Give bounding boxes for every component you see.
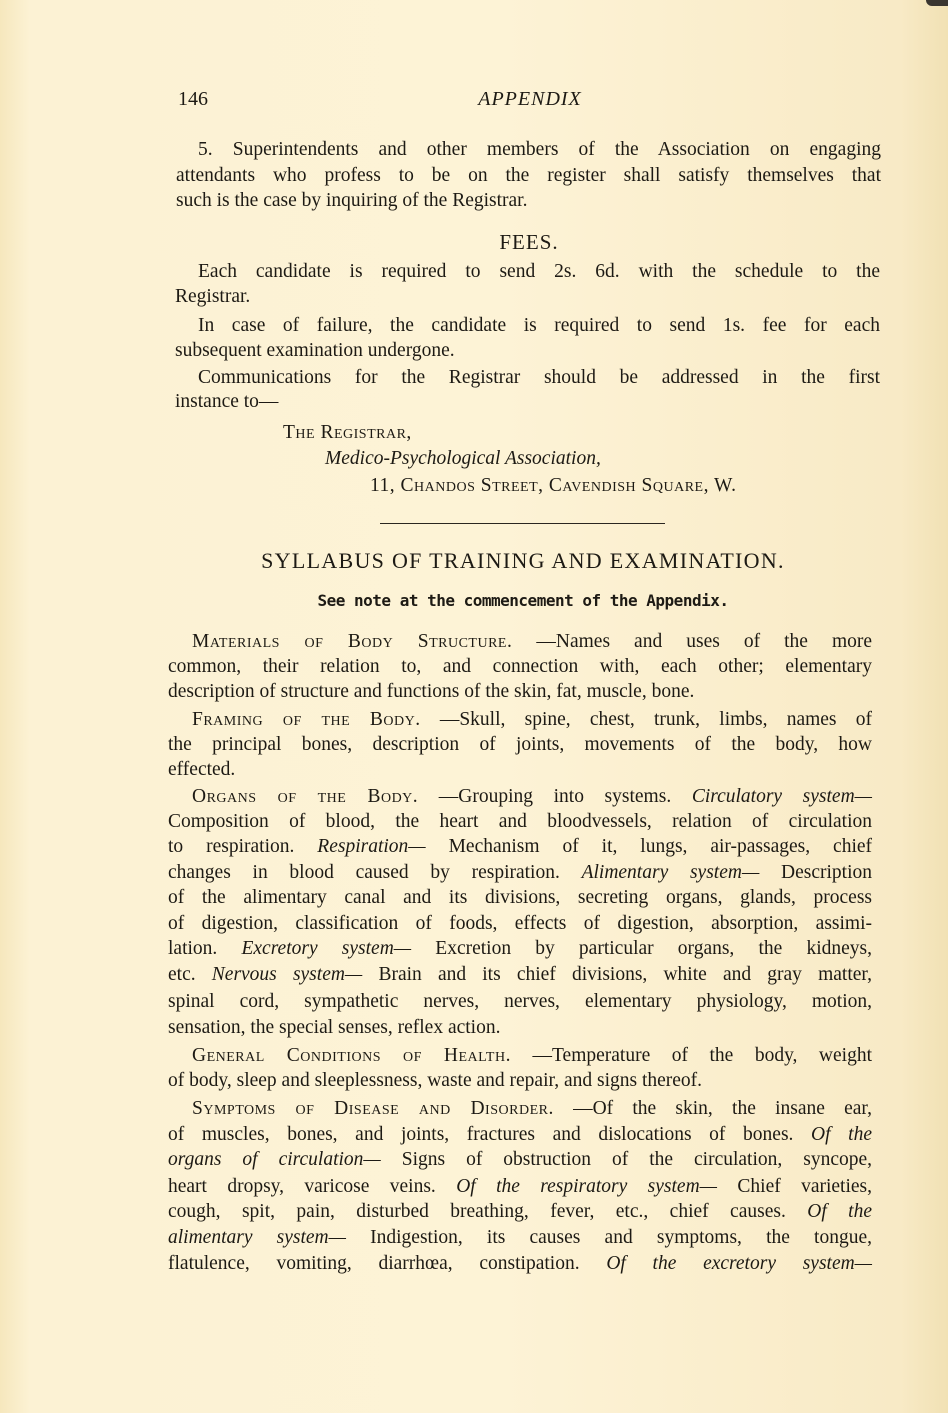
syllabus-line xyxy=(168,835,872,859)
line-text: of muscles, bones, and joints, fractures and dislocations of bones. xyxy=(168,1124,794,1145)
subtopic-italic: Respiration— xyxy=(317,836,426,857)
syllabus-note: See note at the commencement of the Appendix. xyxy=(317,591,729,610)
clause5-line: attendants who profess to be on the register shall satisfy themselves that xyxy=(176,165,881,186)
syllabus-line xyxy=(192,630,872,654)
line-text: lation. xyxy=(168,938,218,959)
line-text: description of structure and functions of the skin, fat, muscle, bone. xyxy=(168,681,695,702)
line-text: Signs of obstruction of the circulation, syncope, xyxy=(401,1149,873,1170)
syllabus-line xyxy=(168,861,872,885)
line-text: sensation, the special senses, reflex action. xyxy=(168,1017,501,1038)
line-text: Mechanism of it, lungs, air-passages, chief xyxy=(448,836,873,857)
syllabus-line xyxy=(168,1123,872,1147)
syllabus-heading: SYLLABUS OF TRAINING AND EXAMINATION. xyxy=(261,548,785,573)
syllabus-line xyxy=(168,733,872,757)
fees-line: Communications for the Registrar should be addressed in the first xyxy=(198,367,880,388)
subtopic-italic: Of the xyxy=(811,1124,872,1145)
line-text: spinal cord, sympathetic nerves, nerves, elementary physiology, motion, xyxy=(168,991,872,1012)
line-text: Brain and its chief divisions, white and gray matter, xyxy=(378,964,873,985)
fees-line: subsequent examination undergone. xyxy=(175,340,455,361)
syllabus-line xyxy=(168,810,872,834)
syllabus-line xyxy=(168,1148,872,1172)
line-text: to respiration. xyxy=(168,836,295,857)
subtopic-italic: alimentary system— xyxy=(168,1227,346,1248)
line-text: effected. xyxy=(168,759,236,780)
syllabus-line xyxy=(168,1016,872,1040)
line-text: etc. xyxy=(168,964,196,985)
subtopic-italic: organs of circulation— xyxy=(168,1149,381,1170)
fees-line: instance to— xyxy=(175,391,279,412)
address-recipient: The Registrar, xyxy=(283,422,412,443)
line-text: —Skull, spine, chest, trunk, limbs, names of xyxy=(439,709,872,730)
syllabus-line xyxy=(168,886,872,910)
line-text: —Grouping into systems. xyxy=(438,786,672,807)
line-text: Description xyxy=(781,862,872,883)
syllabus-line xyxy=(168,963,872,987)
line-text: the principal bones, description of joints, movements of the body, how xyxy=(168,734,872,755)
subtopic-italic: Alimentary system— xyxy=(581,862,760,883)
syllabus-line xyxy=(168,1069,872,1093)
syllabus-line xyxy=(192,1044,872,1068)
syllabus-line xyxy=(168,1226,872,1250)
syllabus-line xyxy=(168,680,872,704)
line-text: of body, sleep and sleeplessness, waste and repair, and signs thereof. xyxy=(168,1070,703,1091)
syllabus-line xyxy=(168,1175,872,1199)
line-text: Indigestion, its causes and symptoms, the tongue, xyxy=(370,1227,873,1248)
fees-line: Registrar. xyxy=(175,286,251,307)
topic-heading: Symptoms of Disease and Disorder. xyxy=(192,1098,554,1119)
syllabus-line xyxy=(168,758,872,782)
topic-heading: Framing of the Body. xyxy=(192,709,421,730)
line-text: of digestion, classification of foods, effects of digestion, absorption, assimi- xyxy=(168,913,872,934)
line-text: —Names and uses of the more xyxy=(536,631,873,652)
syllabus-line xyxy=(192,1097,872,1121)
line-text: flatulence, vomiting, diarrhœa, constipation. xyxy=(168,1253,580,1274)
topic-heading: Materials of Body Structure. xyxy=(192,631,513,652)
clause5-line: 5. Superintendents and other members of the Association on engaging xyxy=(198,139,881,160)
subtopic-italic: Of the xyxy=(807,1201,872,1222)
address-street: 11, Chandos Street, Cavendish Square, W. xyxy=(370,475,737,496)
syllabus-line xyxy=(168,912,872,936)
line-text: changes in blood caused by respiration. xyxy=(168,862,560,883)
subtopic-italic: Nervous system— xyxy=(211,964,363,985)
clause5-line: such is the case by inquiring of the Registrar. xyxy=(176,190,528,211)
line-text: Chief varieties, xyxy=(737,1176,873,1197)
line-text: common, their relation to, and connection with, each other; elementary xyxy=(168,656,872,677)
syllabus-line xyxy=(168,1200,872,1224)
section-divider xyxy=(380,523,665,524)
subtopic-italic: Of the respiratory system— xyxy=(456,1176,717,1197)
fees-line: In case of failure, the candidate is required to send 1s. fee for each xyxy=(198,315,880,336)
syllabus-line xyxy=(192,708,872,732)
syllabus-line xyxy=(168,990,872,1014)
page-number: 146 xyxy=(178,88,208,110)
line-text: of the alimentary canal and its divisions, secreting organs, glands, process xyxy=(168,887,872,908)
subtopic-italic: Excretory system— xyxy=(241,938,412,959)
line-text: heart dropsy, varicose veins. xyxy=(168,1176,436,1197)
subtopic-italic: Of the excretory system— xyxy=(606,1253,873,1274)
fees-line: Each candidate is required to send 2s. 6d. with the schedule to the xyxy=(198,261,880,282)
syllabus-line xyxy=(168,655,872,679)
line-text: —Of the skin, the insane ear, xyxy=(573,1098,873,1119)
running-title: APPENDIX xyxy=(478,88,582,110)
fees-heading: FEES. xyxy=(499,230,559,254)
syllabus-line xyxy=(168,1252,872,1276)
topic-heading: Organs of the Body. xyxy=(192,786,419,807)
scan-corner-shadow xyxy=(926,0,948,6)
line-text: cough, spit, pain, disturbed breathing, fever, etc., chief causes. xyxy=(168,1201,786,1222)
line-text: —Temperature of the body, weight xyxy=(532,1045,873,1066)
line-text: Excretion by particular organs, the kidneys, xyxy=(435,938,873,959)
syllabus-line xyxy=(192,785,872,809)
syllabus-line xyxy=(168,937,872,961)
address-organisation: Medico-Psychological Association, xyxy=(325,448,601,469)
topic-heading: General Conditions of Health. xyxy=(192,1045,511,1066)
line-text: Composition of blood, the heart and bloodvessels, relation of circulation xyxy=(168,811,872,832)
subtopic-italic: Circulatory system— xyxy=(691,786,873,807)
